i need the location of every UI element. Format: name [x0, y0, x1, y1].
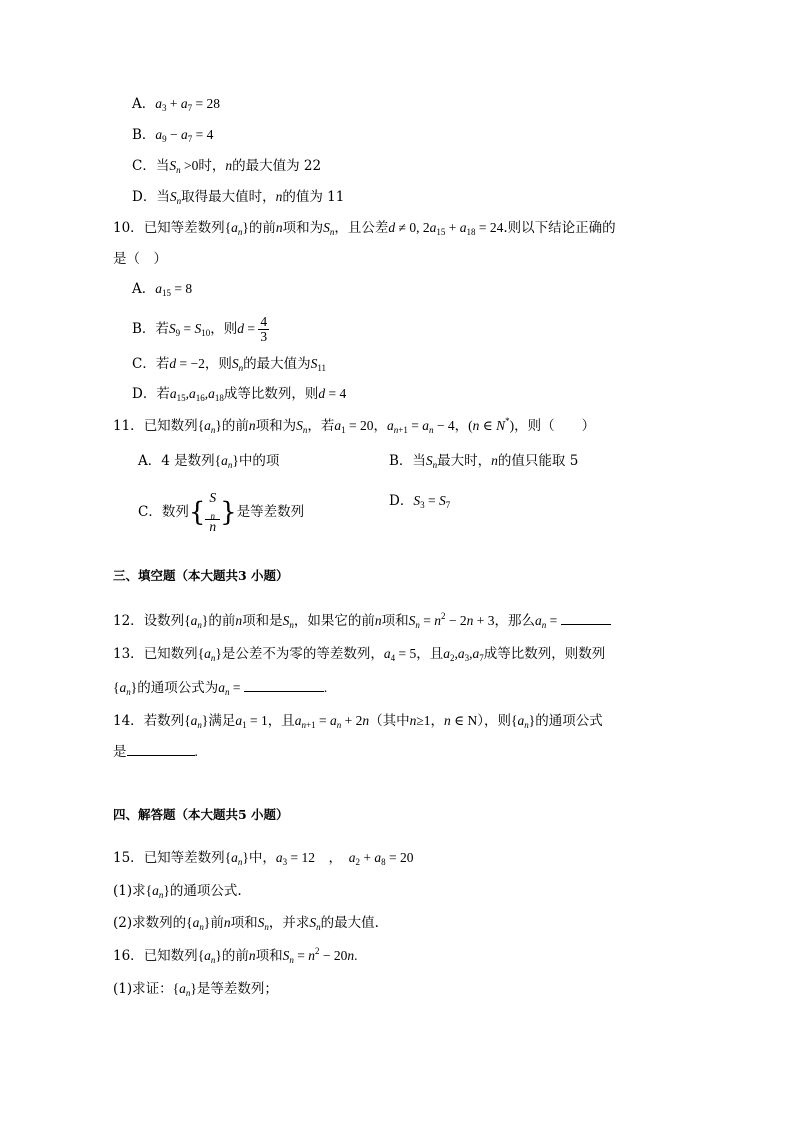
q15-part-2: (2)求数列的$\{a_n\}$前n项和$S_n$，并求$S_n$的最大值.	[113, 915, 379, 932]
q11-option-c: C．数列{ S $_n$ n }是等差数列	[138, 490, 305, 534]
q15-part-1: (1)求$\{a_n\}$的通项公式.	[113, 883, 242, 900]
q14-stem-cont: 是 .	[113, 741, 198, 762]
q12-stem: 12．设数列$\{a_n\}$的前n项和是$S_n$，如果它的前n项和$S_n = n^2 - 2n + 3$，那么$a_n$ =	[113, 610, 611, 631]
section-4-heading: 四、解答题（本大题共5 小题）	[113, 807, 289, 822]
q11-option-a: A．4 是数列$\{a_n\}$中的项	[138, 453, 280, 470]
q9-option-b: B．$a_9 - a_7 = 4$	[132, 127, 214, 144]
q10-option-d: D．若$a_{15},a_{16},a_{18}$成等比数列，则d = 4	[132, 386, 347, 403]
q12-answer-blank[interactable]	[561, 610, 611, 625]
q10-option-a: A．$a_{15} = 8$	[132, 281, 193, 298]
q13-answer-blank[interactable]	[244, 677, 324, 692]
section-3-heading: 三、填空题（本大题共3 小题）	[113, 568, 289, 583]
q13-stem: 13．已知数列$\{a_n\}$是公差不为零的等差数列，$a_4 = 5$，且$a_2,a_3,a_7$成等比数列，则数列	[113, 646, 606, 663]
q16-stem: 16．已知数列$\{a_n\}$的前n项和$S_n = n^2 - 20n$.	[113, 946, 358, 965]
q14-stem: 14．若数列$\{a_n\}$满足$a_1 = 1$，且$a_{n+1} = a_n + 2n$（其中n≥1，n ∈ N），则$\{a_n\}$的通项公式	[113, 713, 603, 730]
q10-stem: 10．已知等差数列$\{a_n\}$的前n项和为$S_n$，且公差d ≠ 0, $2a_{15} + a_{18} = 24$.则以下结论正确的	[113, 220, 616, 237]
q10-stem-cont: 是（ ）	[113, 251, 167, 267]
q11-stem: 11．已知数列$\{a_n\}$的前n项和为$S_n$，若$a_1 = 20$，$a_{n+1} = a_n - 4$，(n ∈ N*)，则（ ）	[113, 416, 596, 435]
q11-option-b: B．当$S_n$最大时，n的值只能取 5	[389, 453, 579, 470]
q10-option-b: B．若$S_9 = S_{10}$，则d = $\frac{4}{3}$	[132, 314, 268, 344]
q11-option-d: D．$S_3 = S_7$	[389, 493, 451, 510]
q10-option-c: C．若d = −2，则$S_n$的最大值为$S_{11}$	[132, 356, 326, 373]
q13-stem-cont: $\{a_n\}$的通项公式为$a_n$ = .	[113, 677, 327, 698]
q9-option-c: C．当$S_n >0$时，n的最大值为 22	[132, 158, 322, 175]
q9-option-d: D．当$S_n$取得最大值时，n的值为 11	[132, 189, 345, 206]
q15-stem: 15．已知等差数列$\{a_n\}$中，$a_3 = 12$ ， $a_2 + a_8 = 20$	[113, 850, 414, 867]
q9-option-a: A．$a_3 + a_7 = 28$	[132, 96, 220, 113]
q16-part-1: (1)求证：$\{a_n\}$是等差数列；	[113, 981, 278, 998]
q14-answer-blank[interactable]	[127, 741, 195, 756]
